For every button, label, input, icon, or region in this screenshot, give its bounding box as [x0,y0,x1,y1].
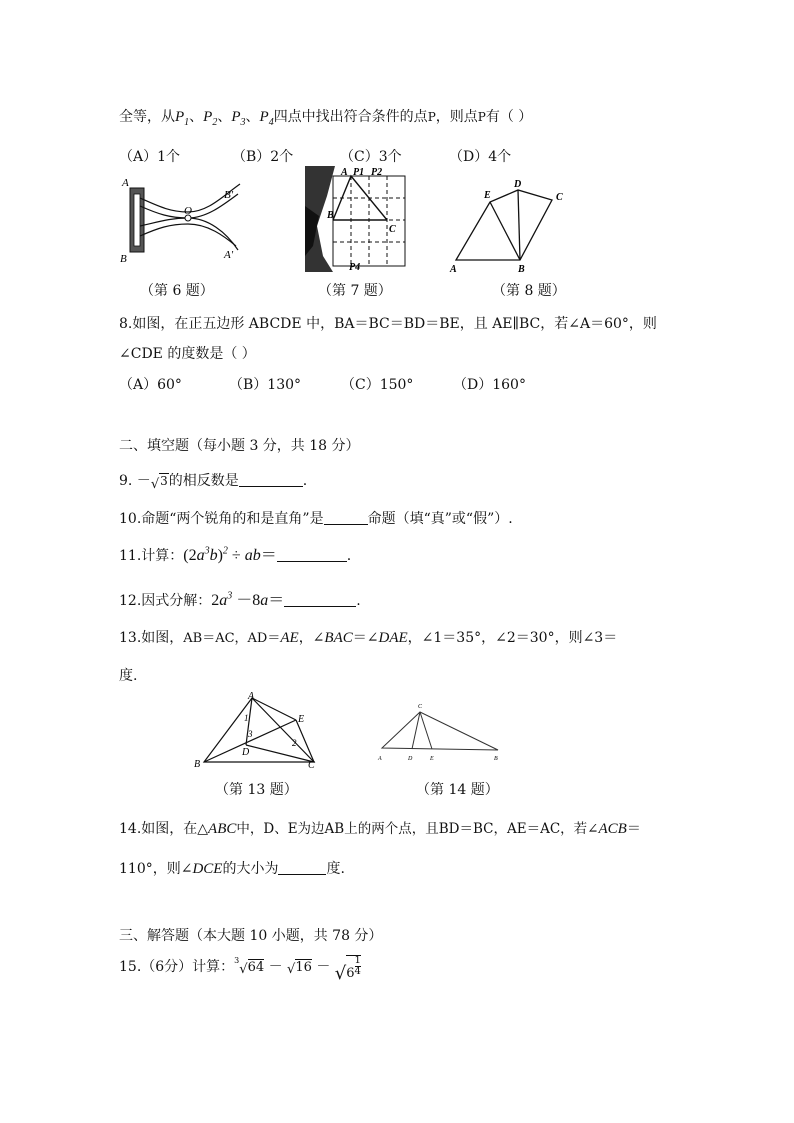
label-a: A [341,167,348,178]
label-d: D [514,179,522,190]
q13-text-d: ，∠1＝35°，∠2＝30°，则∠3＝ [407,630,618,646]
q13-text-b: ，∠ [298,630,325,646]
q8-option-d: （D）160° [453,377,526,393]
label-b-prime: B' [224,189,234,201]
q7-text-c: ，则点 [435,109,478,125]
label-b: B [518,264,525,274]
q10-suffix: 命题（填“真”或“假”）. [367,511,513,527]
q8-option-a: （A）60° [119,377,182,393]
q13-prefix: 13.如图， [119,630,184,646]
label-e: E [298,714,305,725]
q11-line [119,542,351,565]
label-p4: P4 [349,262,361,272]
q8-line-1: 8.如图，在正五边形 ABCDE 中，BA＝BC＝BD＝BE，且 AE∥BC，若∠A＝60°，则 [119,316,657,332]
label-o: O [184,205,192,217]
sqrt-mixed-expression: √6 $\frac{1}{4}$ [334,955,361,984]
label-c: C [556,192,563,203]
sqrt-expression: √16 [287,960,312,977]
q14-text-d: 110°，则∠ [119,861,193,877]
q7-text-a: 全等，从 [119,109,175,125]
q15-prefix: 15.（6分）计算： [119,959,235,975]
figure-6-caption: （第 6 题） [140,283,214,299]
p2-point: $P_2$ [203,109,218,128]
q9-prefix: 9. － [119,473,151,489]
label-a-prime: A' [224,249,234,261]
q9-radicand: 3 [160,474,168,488]
point-p: P [427,110,436,124]
label-p2: P2 [371,167,383,178]
minus-sign: － [316,959,331,975]
label-b: B [494,756,498,762]
label-e: E [484,190,491,201]
q9-end: . [302,473,308,489]
q13-ae: AE [280,630,299,646]
label-d: D [242,747,250,758]
figure-14-caption: （第 14 题） [416,782,499,798]
label-1: 1 [244,713,249,723]
q13-dae: DAE [378,630,408,646]
label-d: D [408,756,413,762]
p4-point: $P_4$ [259,109,274,128]
q13-line-1 [119,627,617,647]
q14-answer-blank[interactable] [278,860,326,875]
q14-text-c: ＝ [626,821,641,837]
label-a: A [378,756,382,762]
q14-dce: DCE [192,861,223,877]
label-b: B [327,210,334,221]
label-a: A [450,264,457,274]
q10-answer-blank[interactable] [324,510,368,525]
q11-end: . [346,548,352,564]
q14-text-a: 14.如图，在△ [119,821,209,837]
label-3: 3 [248,729,253,739]
q9-suffix: 的相反数是 [168,473,239,489]
q14-text-e: 的大小为 [222,861,279,877]
label-b: B [194,759,201,770]
q11-answer-blank[interactable] [277,547,347,562]
q13-text-a: AB＝AC，AD＝ [183,631,281,646]
q14-acb: ACB [598,821,627,837]
sep: 、 [189,109,204,125]
q14-text-b: 中，D、E为边AB上的两个点，且BD＝BC，AE＝AC，若∠ [236,821,599,837]
q7-text-b: 四点中找出符合条件的点 [273,109,428,125]
section-3-title: 三、解答题（本大题 10 小题，共 78 分） [119,928,383,944]
label-b: B [120,253,127,265]
q7-option-d: （D）4个 [449,149,512,165]
figure-13-caption: （第 13 题） [215,782,298,798]
section-2-title: 二、填空题（每小题 3 分，共 18 分） [119,438,360,454]
q14-line-1 [119,817,641,838]
q13-text-c: ＝∠ [352,630,379,646]
q15-line [119,955,361,984]
q13-line-2: 度. [119,668,138,684]
q14-text-f: 度. [326,861,345,877]
sqrt-sign: √ [150,477,160,492]
sep: 、 [217,109,232,125]
label-2: 2 [292,738,297,748]
minus-sign: － [268,959,283,975]
figure-7 [305,166,411,272]
q13-bac: BAC [324,630,353,646]
label-e: E [430,756,434,762]
q12-expression: $2a^3 -8a=$ [211,590,285,609]
figure-6 [118,176,248,268]
label-c: C [418,704,423,710]
q9-answer-blank[interactable] [239,472,303,487]
q7-option-c: （C）3个 [340,149,402,165]
q14-line-2 [119,858,345,878]
q7-option-a: （A）1个 [119,149,181,165]
cbrt-expression: $^3$√64 [234,956,265,977]
q12-end: . [356,593,361,609]
q12-prefix: 12.因式分解： [119,593,212,609]
q11-expression: $(2a^3b)^2 \div ab=$ [183,545,277,564]
q9-line [119,470,307,492]
figure-14 [376,700,506,770]
label-p1: P1 [353,167,365,178]
figure-8-caption: （第 8 题） [492,283,566,299]
p3-point: $P_3$ [231,109,246,128]
q7-tail-line [119,106,532,128]
figure-13 [190,690,320,770]
sep: 、 [245,109,260,125]
q12-line [119,587,361,610]
q7-text-d: 有（ ） [485,109,533,125]
q8-option-b: （B）130° [229,377,302,393]
label-a: A [248,691,255,702]
label-c: C [389,224,396,235]
q8-option-c: （C）150° [341,377,414,393]
q14-abc: ABC [208,821,237,837]
point-p: P [477,110,486,124]
figure-7-caption: （第 7 题） [318,283,392,299]
q11-prefix: 11.计算： [119,548,184,564]
q12-answer-blank[interactable] [284,592,356,607]
figure-8 [448,178,574,274]
label-a: A [122,177,129,189]
q8-line-2: ∠CDE 的度数是（ ） [119,346,256,362]
label-c: C [308,760,315,770]
p1-point: $P_1$ [175,109,190,128]
q7-option-b: （B）2个 [232,149,294,165]
q10-line [119,508,513,528]
q10-prefix: 10.命题“两个锐角的和是直角”是 [119,511,324,527]
